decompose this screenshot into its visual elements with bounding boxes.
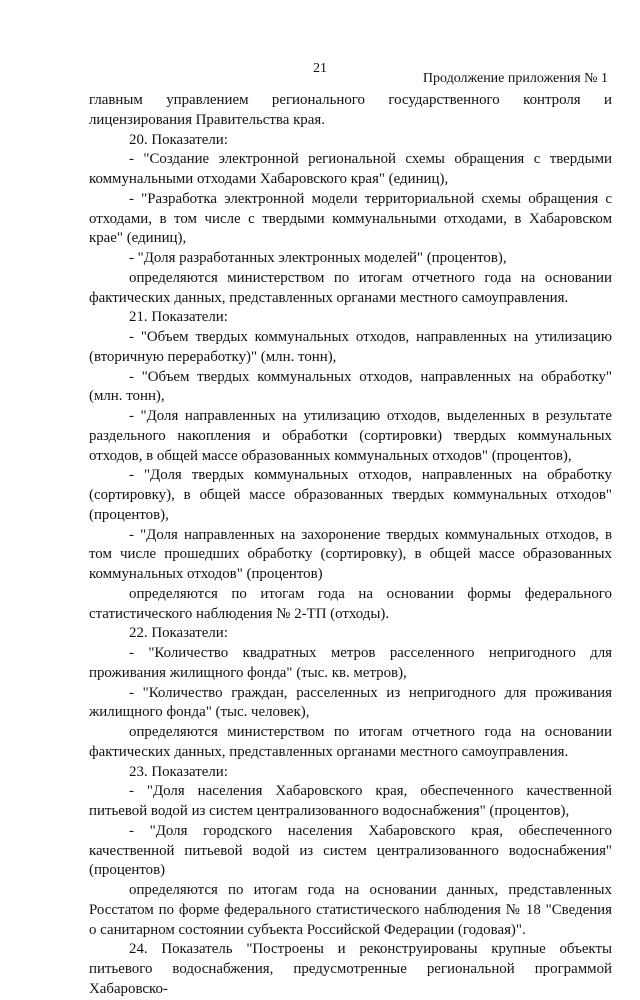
appendix-continuation-note: Продолжение приложения № 1: [422, 71, 608, 86]
paragraph: - "Доля городского населения Хабаровского края, обеспеченного качественной питьевой водой из систем централизованного водоснабжения" (процентов): [89, 822, 612, 879]
paragraph: - "Доля разработанных электронных моделей" (процентов),: [129, 250, 507, 266]
paragraph: 23. Показатели:: [129, 763, 228, 780]
paragraph: определяются по итогам года на основании формы федерального статистического наблюдения № 2-ТП (отходы).: [89, 585, 612, 622]
paragraph: - "Количество граждан, расселенных из непригодного для проживания жилищного фонда" (тыс. человек),: [89, 684, 612, 721]
paragraph: - "Объем твердых коммунальных отходов, направленных на обработку" (млн. тонн),: [89, 368, 612, 405]
paragraph: - "Разработка электронной модели территориальной схемы обращения с отходами, в том числе с твердыми коммунальными отходами, в Хабаровском крае" (единиц),: [89, 190, 612, 247]
paragraph: определяются министерством по итогам отчетного года на основании фактических данных, представленных органами местного самоуправления.: [89, 724, 612, 760]
paragraph: 24. Показатель "Построены и реконструированы крупные объекты питьевого водоснабжения, предусмотренные региональной программой Хабаровско-: [89, 941, 612, 997]
paragraph: - "Доля направленных на утилизацию отходов, выделенных в результате раздельного накопления и обработки (сортировки) твердых коммунальных отходов, в общей массе образованных коммунальных отходов" (процентов),: [89, 408, 612, 464]
document-body: [89, 91, 612, 1000]
paragraph: - "Создание электронной региональной схемы обращения с твердыми коммунальными отходами Хабаровского края" (единиц),: [89, 151, 612, 187]
paragraph: определяются по итогам года на основании данных, представленных Росстатом по форме федерального статистического наблюдения № 18 "Сведения о санитарном состоянии субъекта Российской Федерации (годовая)".: [89, 882, 612, 938]
paragraph: 20. Показатели:: [129, 131, 228, 148]
paragraph: - "Количество квадратных метров расселенного непригодного для проживания жилищного фонда" (тыс. кв. метров),: [89, 645, 612, 681]
paragraph: 22. Показатели:: [129, 625, 228, 642]
paragraph: - "Доля направленных на захоронение твердых коммунальных отходов, в том числе прошедших обработку (сортировку), в общей массе образованных коммунальных отходов" (процентов): [89, 526, 612, 582]
paragraph: - "Доля твердых коммунальных отходов, направленных на обработку (сортировку), в общей массе образованных твердых коммунальных отходов" (процентов),: [89, 467, 612, 523]
page-number: 21: [313, 61, 327, 76]
paragraph: 21. Показатели:: [129, 309, 228, 326]
paragraph: определяются министерством по итогам отчетного года на основании фактических данных, представленных органами местного самоуправления.: [89, 269, 612, 306]
paragraph: - "Доля населения Хабаровского края, обеспеченного качественной питьевой водой из систем централизованного водоснабжения" (процентов),: [89, 783, 612, 819]
paragraph: главным управлением регионального государственного контроля и лицензирования Правительства края.: [89, 92, 612, 128]
paragraph: - "Объем твердых коммунальных отходов, направленных на утилизацию (вторичную переработку)" (млн. тонн),: [89, 329, 612, 365]
